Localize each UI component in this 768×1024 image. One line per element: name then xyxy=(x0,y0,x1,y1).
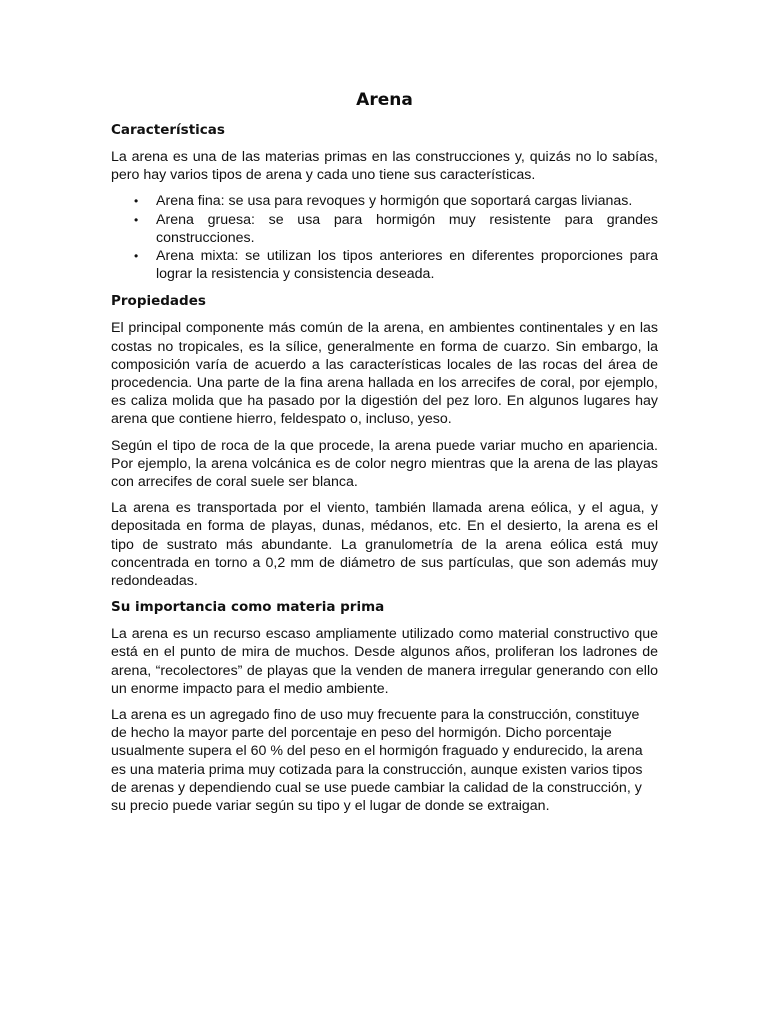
paragraph: La arena es una de las materias primas en las construcciones y, quizás no lo sabías, pero hay varios tipos de arena y cada uno tiene sus características. xyxy=(111,149,658,184)
document-body xyxy=(111,89,658,823)
section-heading-propiedades: Propiedades xyxy=(111,293,206,310)
list-item xyxy=(134,192,658,210)
section-heading-caracteristicas: Características xyxy=(111,122,225,138)
paragraph: La arena es un agregado fino de uso muy frecuente para la construcción, constituye de hecho la mayor parte del porcentaje en peso del hormigón. Dicho porcentaje usualmente supera el 60 % del peso en el hormigón fraguado y endurecido, la arena es una materia prima muy cotizada para la construcción, aunque existen varios tipos de arenas y dependiendo cual se use puede cambiar la calidad de la construcción, y su precio puede variar según su tipo y el lugar de donde se extraigan. xyxy=(111,707,643,815)
bullet-icon: • xyxy=(134,194,139,209)
list-item xyxy=(134,247,658,283)
section-heading-importancia: Su importancia como materia prima xyxy=(111,599,385,616)
paragraph: La arena es un recurso escaso ampliamente utilizado como material constructivo que está en el punto de mira de muchos. Desde algunos años, proliferan los ladrones de arena, “recolectores” de playas que la venden de manera irregular generando con ello un enorme impacto para el medio ambiente. xyxy=(111,626,658,697)
list-item-text: Arena fina: se usa para revoques y hormigón que soportará cargas livianas. xyxy=(156,193,633,210)
list-item-text: Arena gruesa: se usa para hormigón muy resistente para grandes construcciones. xyxy=(156,211,658,246)
paragraph: Según el tipo de roca de la que procede, la arena puede variar mucho en apariencia. Por ejemplo, la arena volcánica es de color negro mientras que la arena de las playas con arrecifes de coral suele ser blanca. xyxy=(111,437,658,491)
bullet-list xyxy=(111,192,658,283)
list-item-text: Arena mixta: se utilizan los tipos anteriores en diferentes proporciones para lograr la resistencia y consistencia deseada. xyxy=(156,248,658,283)
paragraph: El principal componente más común de la arena, en ambientes continentales y en las costas no tropicales, es la sílice, generalmente en forma de cuarzo. Sin embargo, la composición varía de acuerdo a las características locales de las rocas del área de procedencia. Una parte de la fina arena hallada en los arrecifes de coral, por ejemplo, es caliza molida que ha pasado por la digestión del pez loro. En algunos lugares hay arena que contiene hierro, feldespato o, incluso, yeso. xyxy=(111,320,658,428)
bullet-icon: • xyxy=(134,212,139,227)
bullet-icon: • xyxy=(134,249,139,264)
paragraph: La arena es transportada por el viento, también llamada arena eólica, y el agua, y depositada en forma de playas, dunas, médanos, etc. En el desierto, la arena es el tipo de sustrato más abundante. La granulometría de la arena eólica está muy concentrada en torno a 0,2 mm de diámetro de sus partículas, que son además muy redondeadas. xyxy=(111,500,658,590)
document-title: Arena xyxy=(356,90,413,110)
list-item xyxy=(134,211,658,247)
